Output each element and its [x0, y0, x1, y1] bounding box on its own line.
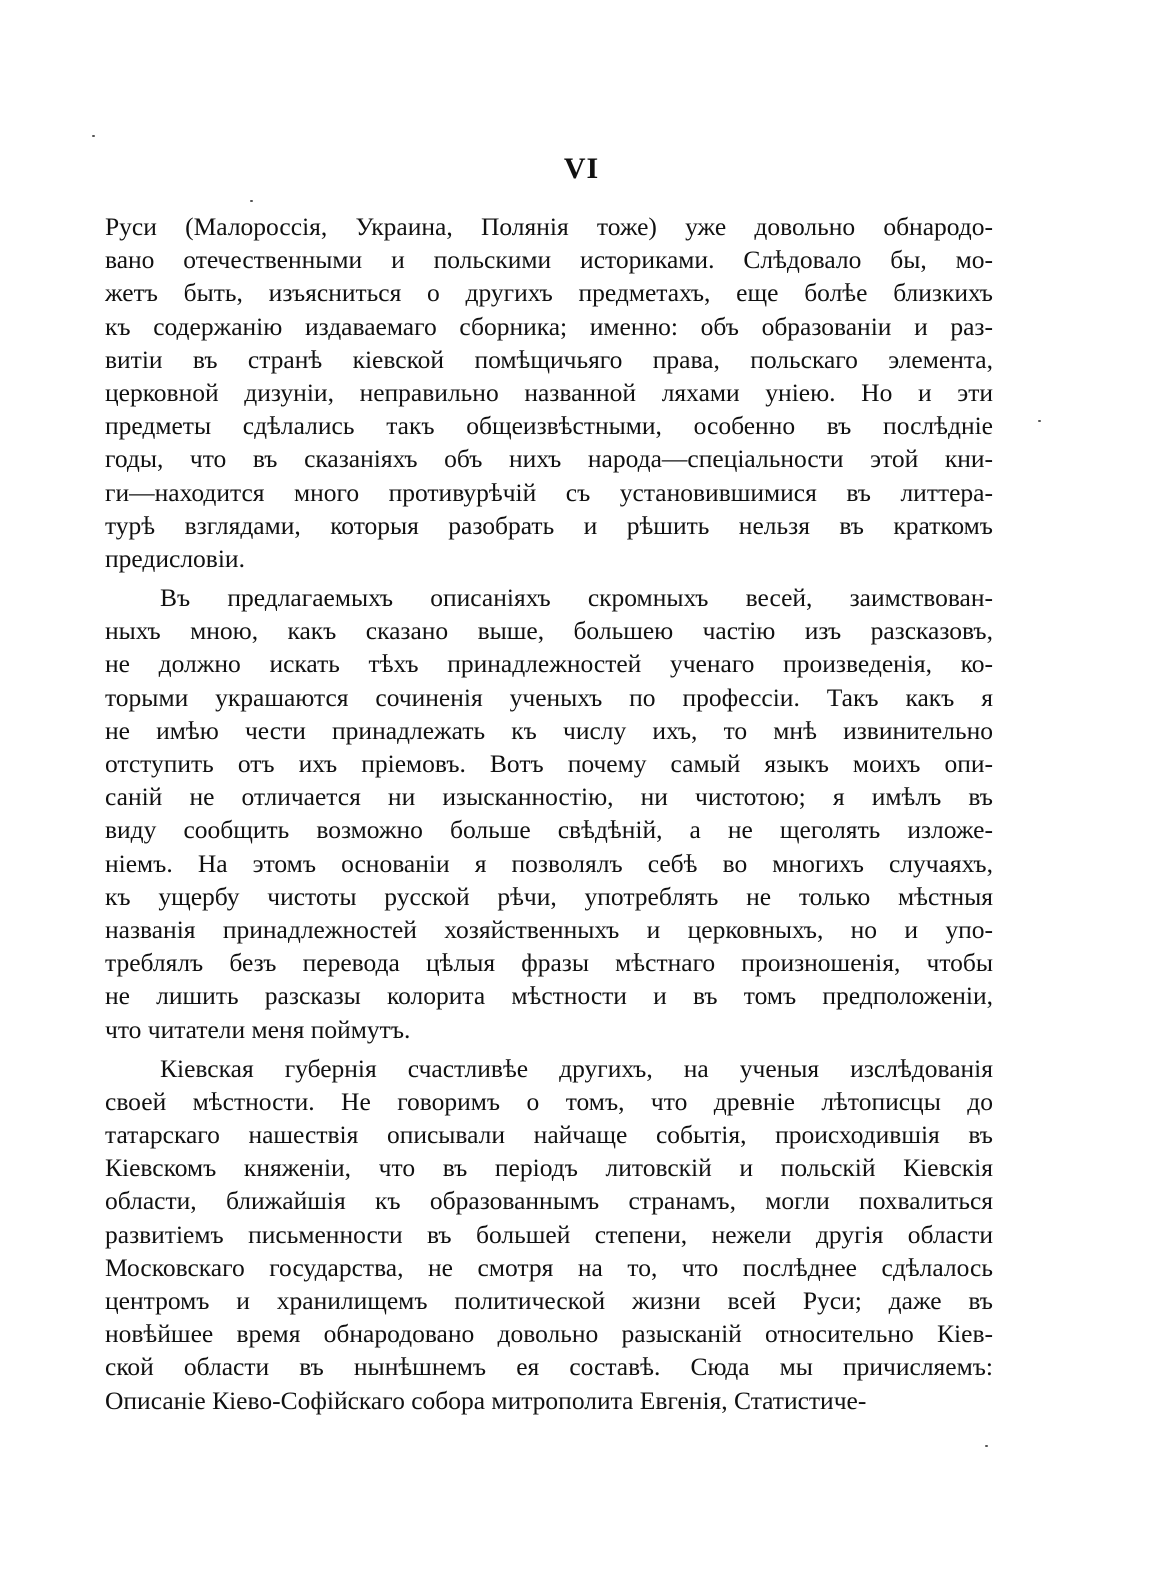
ink-speck — [985, 1445, 988, 1447]
text-line: Руси (Малороссія, Украина, Полянія тоже) уже довольно обнародо- — [105, 212, 993, 241]
text-line: ской области въ нынѣшнемъ ея составѣ. Сюда мы причисляемъ: — [105, 1352, 993, 1382]
text-line: новѣйшее время обнародовано довольно разысканій относительно Кіев- — [105, 1319, 993, 1349]
text-line: турѣ взглядами, которыя разобрать и рѣшить нельзя въ краткомъ — [105, 510, 993, 540]
text-line: не лишить разсказы колорита мѣстности и въ томъ предположеніи, — [105, 981, 993, 1011]
ink-speck — [92, 135, 95, 137]
text-line: къ содержанію издаваемаго сборника; именно: объ образованіи и раз- — [105, 311, 993, 341]
text-line: Описаніе Кіево-Софійскаго собора митрополита Евгенія, Статистиче- — [105, 1385, 867, 1415]
text-line: ги—находится много противурѣчій съ установившимися въ литтера- — [105, 477, 993, 507]
text-line: витіи въ странѣ кіевской помѣщичьяго права, польскаго элемента, — [105, 344, 993, 374]
text-line: годы, что въ сказаніяхъ объ нихъ народа—спеціальности этой кни- — [105, 444, 993, 474]
ink-speck — [250, 200, 253, 202]
text-line: развитіемъ письменности въ большей степени, нежели другія области — [105, 1219, 993, 1249]
text-line: не имѣю чести принадлежать къ числу ихъ, то мнѣ извинительно — [105, 715, 993, 745]
paragraph — [105, 210, 993, 575]
text-line: предисловіи. — [105, 543, 245, 573]
text-line: Московскаго государства, не смотря на то, что послѣднее сдѣлалось — [105, 1252, 993, 1282]
text-line: ніемъ. На этомъ основаніи я позволялъ себѣ во многихъ случаяхъ, — [105, 848, 993, 878]
text-line: къ ущербу чистоты русской рѣчи, употреблять не только мѣстныя — [105, 881, 993, 911]
body-text — [105, 210, 993, 1423]
text-line: Кіевская губернія счастливѣе другихъ, на ученыя изслѣдованія — [160, 1053, 993, 1083]
ink-speck — [1038, 420, 1041, 422]
page-number: VI — [563, 152, 600, 185]
text-line: своей мѣстности. Не говоримъ о томъ, что древніе лѣтописцы до — [105, 1086, 993, 1116]
text-line: виду сообщить возможно больше свѣдѣній, а не щеголять изложе- — [105, 815, 993, 845]
text-line: саній не отличается ни изысканностію, ни чистотою; я имѣлъ въ — [105, 782, 993, 812]
text-line: предметы сдѣлались такъ общеизвѣстными, особенно въ послѣдніе — [105, 411, 993, 441]
text-line: области, ближайшія къ образованнымъ странамъ, могли похвалиться — [105, 1186, 993, 1216]
text-line: жетъ быть, изъясниться о другихъ предметахъ, еще болѣе близкихъ — [105, 278, 993, 308]
text-line: что читатели меня поймутъ. — [105, 1014, 411, 1044]
text-line: отступить отъ ихъ пріемовъ. Вотъ почему самый языкъ моихъ опи- — [105, 749, 993, 778]
text-line: центромъ и хранилищемъ политической жизни всей Руси; даже въ — [105, 1286, 993, 1315]
text-line: церковной дизуніи, неправильно названной ляхами уніею. Но и эти — [105, 377, 993, 407]
text-line: Въ предлагаемыхъ описаніяхъ скромныхъ весей, заимствован- — [160, 583, 993, 613]
text-line: ныхъ мною, какъ сказано выше, большею частію изъ разсказовъ, — [105, 616, 993, 646]
text-line: торыми украшаются сочиненія ученыхъ по профессіи. Такъ какъ я — [105, 682, 993, 712]
text-line: Кіевскомъ княженіи, что въ періодъ литовскій и польскій Кіевскія — [105, 1153, 993, 1183]
paragraph — [105, 1052, 993, 1417]
paragraph — [105, 581, 993, 1046]
text-line: татарскаго нашествія описывали найчаще событія, происходившія въ — [105, 1120, 993, 1150]
text-line: не должно искать тѣхъ принадлежностей ученаго произведенія, ко- — [105, 649, 993, 679]
text-line: треблялъ безъ перевода цѣлыя фразы мѣстнаго произношенія, чтобы — [105, 948, 993, 978]
text-line: названія принадлежностей хозяйственныхъ и церковныхъ, но и упо- — [105, 914, 993, 944]
text-line: вано отечественными и польскими историками. Слѣдовало бы, мо- — [105, 245, 993, 275]
